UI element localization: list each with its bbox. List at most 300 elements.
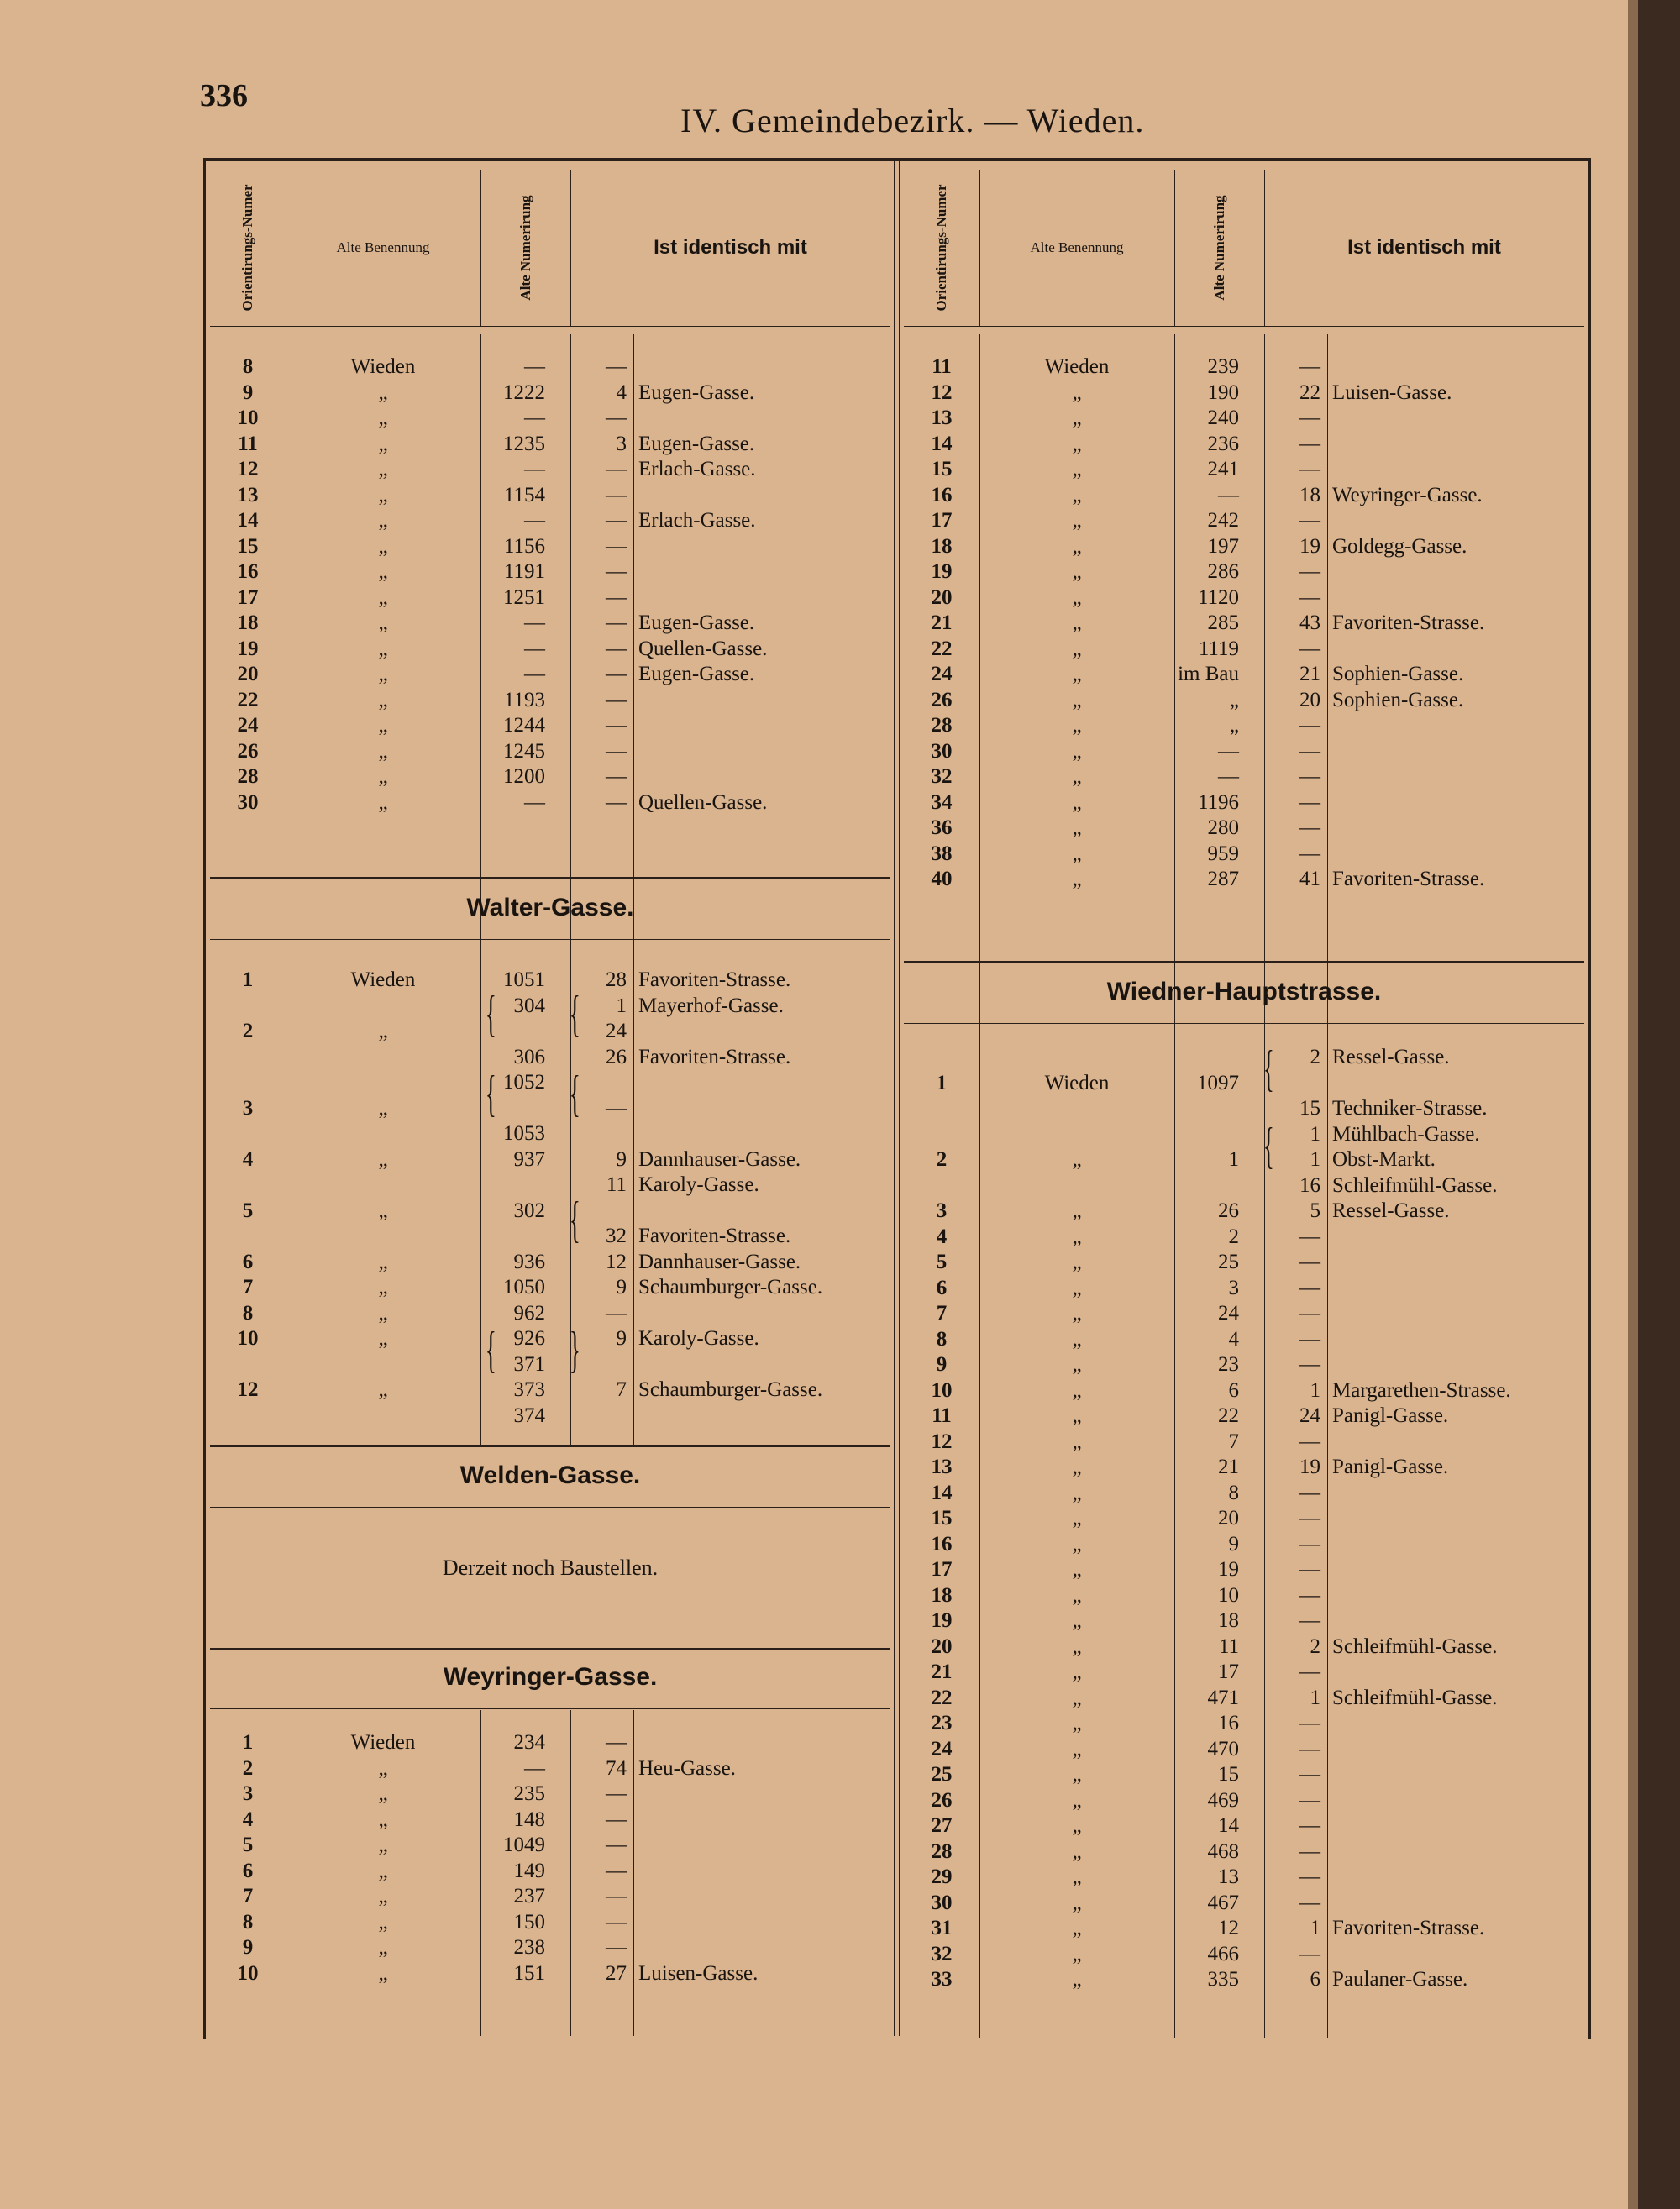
cell-nr: 20 xyxy=(1218,1507,1239,1530)
cell-nr: 1097 xyxy=(1197,1071,1239,1094)
table-row xyxy=(210,585,890,611)
cell-num: 3 xyxy=(242,1782,254,1805)
cell-ben: „ xyxy=(378,1147,388,1171)
cell-num: 24 xyxy=(237,714,259,737)
book-spine xyxy=(1638,0,1680,2209)
table-row xyxy=(210,764,890,790)
cell-ben: „ xyxy=(378,585,388,609)
cell-nr: 286 xyxy=(1207,560,1239,583)
cell-nr: — xyxy=(524,509,545,532)
cell-ben: „ xyxy=(378,1756,388,1780)
cell-num: 15 xyxy=(237,534,259,558)
table-row xyxy=(904,1327,1584,1353)
table-row xyxy=(904,534,1584,560)
cell-nr: 11 xyxy=(1218,1634,1239,1658)
table-row xyxy=(904,457,1584,483)
cell-nr: 1191 xyxy=(503,560,545,583)
cell-num: 1 xyxy=(242,968,254,991)
cell-num: 16 xyxy=(237,560,259,583)
rule xyxy=(210,939,890,940)
table-row xyxy=(904,1430,1584,1456)
table-row xyxy=(904,406,1584,432)
cell-num: 19 xyxy=(237,637,259,660)
cell-ben: Wieden xyxy=(1044,355,1110,378)
cell-nr: 467 xyxy=(1207,1891,1239,1914)
cell-nr: 1251 xyxy=(503,585,545,609)
table-row xyxy=(210,483,890,509)
cell-n2: 24 xyxy=(1299,1404,1320,1427)
cell-txt: Schleifmühl-Gasse. xyxy=(1332,1173,1498,1197)
cell-nr: 14 xyxy=(1218,1814,1239,1837)
brace-mark: { xyxy=(485,986,496,1042)
table-row xyxy=(210,1121,890,1147)
cell-nr: 18 xyxy=(1218,1609,1239,1632)
cell-n2: 24 xyxy=(606,1020,627,1042)
cell-num: 15 xyxy=(931,458,953,480)
cell-ben: „ xyxy=(1072,637,1082,660)
cell-n2: 1 xyxy=(616,994,627,1017)
cell-nr: 10 xyxy=(1218,1583,1239,1607)
cell-n2: — xyxy=(606,585,627,609)
brace-mark: { xyxy=(569,1192,580,1247)
cell-nr: 1154 xyxy=(503,483,545,506)
table-row xyxy=(904,1660,1584,1686)
cell-ben: „ xyxy=(378,688,388,711)
cell-txt: Favoriten-Strasse. xyxy=(1332,868,1485,890)
cell-n2: 9 xyxy=(616,1327,627,1350)
table-row xyxy=(210,508,890,534)
cell-nr: 236 xyxy=(1207,432,1239,455)
cell-ben: „ xyxy=(378,1834,388,1856)
cell-num: 25 xyxy=(931,1763,953,1786)
cell-num: 11 xyxy=(932,355,952,378)
cell-n2: — xyxy=(606,355,627,378)
cell-nr: 1200 xyxy=(503,765,545,788)
cell-ben: „ xyxy=(1072,1712,1082,1734)
cell-nr: 306 xyxy=(513,1045,545,1068)
cell-nr: 148 xyxy=(513,1808,545,1831)
cell-txt: Favoriten-Strasse. xyxy=(638,968,791,991)
cell-num: 24 xyxy=(931,1737,953,1760)
left-column xyxy=(210,161,890,2036)
cell-txt: Erlach-Gasse. xyxy=(638,509,756,532)
cell-nr: im Bau xyxy=(1178,663,1239,685)
table-row xyxy=(904,1608,1584,1634)
cell-n2: — xyxy=(606,637,627,660)
header-alte-benennung: Alte Benennung xyxy=(286,170,481,326)
cell-ben: Wieden xyxy=(350,355,416,378)
cell-num: 14 xyxy=(931,1481,953,1504)
cell-nr: 959 xyxy=(1207,842,1239,865)
cell-ben: „ xyxy=(1072,1456,1082,1478)
cell-ben: „ xyxy=(1072,407,1082,429)
cell-txt: Favoriten-Strasse. xyxy=(638,1225,791,1247)
cell-ben: „ xyxy=(378,790,388,814)
table-header-right xyxy=(904,170,1584,328)
cell-nr: 936 xyxy=(513,1250,545,1273)
brace-mark: { xyxy=(485,1322,496,1377)
cell-ben: „ xyxy=(378,1096,388,1120)
cell-txt: Erlach-Gasse. xyxy=(638,458,756,480)
cell-txt: Paulaner-Gasse. xyxy=(1332,1968,1468,1991)
table-row xyxy=(904,1352,1584,1378)
cell-ben: „ xyxy=(1072,1148,1082,1171)
cell-ben: „ xyxy=(1072,1199,1082,1222)
cell-n2: — xyxy=(606,1834,627,1856)
table-row xyxy=(210,1199,890,1225)
cell-n2: — xyxy=(606,663,627,685)
cell-txt: Favoriten-Strasse. xyxy=(638,1045,791,1068)
table-row xyxy=(210,406,890,432)
cell-n2: 16 xyxy=(1299,1173,1320,1197)
cell-txt: Schaumburger-Gasse. xyxy=(638,1378,823,1401)
cell-ben: „ xyxy=(378,380,388,404)
cell-num: 19 xyxy=(931,1609,953,1632)
cell-nr: 12 xyxy=(1218,1917,1239,1939)
cell-nr: 470 xyxy=(1207,1737,1239,1760)
cell-n2: 28 xyxy=(606,968,627,991)
cell-n2: — xyxy=(606,534,627,558)
cell-num: 18 xyxy=(931,1583,953,1607)
cell-txt: Favoriten-Strasse. xyxy=(1332,1917,1485,1939)
cell-num: 11 xyxy=(932,1404,952,1427)
cell-n2: — xyxy=(606,483,627,506)
table-row xyxy=(210,1019,890,1045)
cell-num: 29 xyxy=(931,1865,953,1888)
cell-n2: — xyxy=(1299,1558,1320,1581)
cell-txt: Eugen-Gasse. xyxy=(638,432,755,455)
cell-nr: 1120 xyxy=(1197,585,1239,609)
cell-n2: — xyxy=(1299,842,1320,865)
brace-mark: { xyxy=(1263,1041,1274,1096)
cell-num: 14 xyxy=(931,432,953,455)
rule xyxy=(210,1445,890,1447)
table-row xyxy=(210,1756,890,1782)
cell-ben: „ xyxy=(1072,1583,1082,1607)
cell-num: 19 xyxy=(931,560,953,583)
table-row xyxy=(904,1865,1584,1891)
header-orient: Orientirungs-Numer xyxy=(210,170,286,326)
cell-n2: — xyxy=(606,1910,627,1934)
table-row xyxy=(210,1377,890,1404)
cell-n2: — xyxy=(1299,432,1320,455)
cell-nr: 3 xyxy=(1228,1276,1239,1299)
cell-n2: — xyxy=(1299,1839,1320,1863)
cell-nr: 8 xyxy=(1228,1481,1239,1504)
table-row xyxy=(210,380,890,407)
cell-ben: „ xyxy=(1072,560,1082,583)
table-row xyxy=(904,713,1584,739)
table-row xyxy=(904,611,1584,637)
cell-n2: 20 xyxy=(1299,688,1320,711)
cell-txt: Margarethen-Strasse. xyxy=(1332,1378,1511,1402)
cell-ben: „ xyxy=(1072,1302,1082,1325)
cell-num: 10 xyxy=(237,1327,259,1350)
cell-n2: — xyxy=(606,1782,627,1805)
cell-nr: 962 xyxy=(513,1301,545,1325)
cell-nr: 471 xyxy=(1207,1686,1239,1709)
cell-ben: „ xyxy=(1072,1968,1082,1991)
cell-num: 17 xyxy=(931,1558,953,1581)
rule xyxy=(904,1023,1584,1024)
cell-n2: — xyxy=(606,560,627,583)
cell-n2: 1 xyxy=(1310,1148,1320,1171)
table-header-left xyxy=(210,170,890,328)
table-row xyxy=(904,508,1584,534)
cell-num: 32 xyxy=(931,765,953,788)
cell-n2: — xyxy=(1299,1763,1320,1786)
table-row xyxy=(904,637,1584,663)
section-title: Wiedner-Hauptstrasse. xyxy=(1106,978,1382,1005)
cell-n2: — xyxy=(1299,1865,1320,1888)
rule xyxy=(904,961,1584,963)
cell-nr: 235 xyxy=(513,1782,545,1805)
cell-n2: — xyxy=(606,1808,627,1831)
cell-num: 28 xyxy=(931,714,953,737)
cell-num: 5 xyxy=(242,1199,254,1222)
table-row xyxy=(210,1781,890,1808)
cell-nr: 926 xyxy=(513,1327,545,1350)
cell-n2: 43 xyxy=(1299,611,1320,634)
cell-nr: 15 xyxy=(1218,1763,1239,1786)
table-row xyxy=(904,354,1584,380)
cell-num: 22 xyxy=(931,637,953,660)
cell-num: 20 xyxy=(931,585,953,609)
table-row xyxy=(210,713,890,739)
cell-nr: 17 xyxy=(1218,1661,1239,1683)
cell-num: 11 xyxy=(238,432,258,455)
cell-num: 7 xyxy=(242,1885,254,1907)
cell-nr: 285 xyxy=(1207,611,1239,634)
cell-nr: 304 xyxy=(513,994,545,1017)
cell-n2: 32 xyxy=(606,1225,627,1247)
cell-nr: 1051 xyxy=(503,968,545,991)
cell-num: 13 xyxy=(931,407,953,429)
cell-n2: — xyxy=(1299,739,1320,763)
cell-nr: — xyxy=(524,458,545,480)
cell-nr: 466 xyxy=(1207,1942,1239,1965)
brace-mark: } xyxy=(569,1322,580,1377)
table-row xyxy=(904,842,1584,868)
cell-nr: 242 xyxy=(1207,509,1239,532)
rule xyxy=(210,877,890,879)
rule xyxy=(210,1708,890,1709)
cell-ben: „ xyxy=(1072,432,1082,455)
cell-num: 28 xyxy=(237,765,259,788)
table-row xyxy=(210,1147,890,1173)
cell-nr: 302 xyxy=(513,1199,545,1222)
cell-ben: „ xyxy=(378,1378,388,1401)
cell-num: 8 xyxy=(242,1301,254,1325)
cell-num: 7 xyxy=(936,1302,948,1325)
cell-num: 10 xyxy=(931,1378,953,1402)
cell-num: 8 xyxy=(242,355,254,378)
cell-num: 40 xyxy=(931,868,953,890)
cell-txt: Heu-Gasse. xyxy=(638,1756,736,1780)
cell-txt: Quellen-Gasse. xyxy=(638,790,768,814)
cell-nr: 234 xyxy=(513,1731,545,1754)
cell-ben: „ xyxy=(1072,1378,1082,1402)
cell-num: 10 xyxy=(237,1961,259,1985)
cell-ben: „ xyxy=(1072,663,1082,685)
cell-nr: 1 xyxy=(1228,1148,1239,1171)
cell-ben: „ xyxy=(378,560,388,583)
cell-ben: „ xyxy=(1072,1481,1082,1504)
header-alte-numerirung: Alte Numerirung xyxy=(480,170,571,326)
cell-num: 22 xyxy=(237,688,259,711)
cell-n2: — xyxy=(1299,1814,1320,1837)
cell-num: 15 xyxy=(931,1507,953,1530)
cell-nr: 22 xyxy=(1218,1404,1239,1427)
header-alte-benennung: Alte Benennung xyxy=(979,170,1175,326)
cell-num: 7 xyxy=(242,1276,254,1299)
section-title: Welden-Gasse. xyxy=(459,1461,641,1489)
table-row xyxy=(210,457,890,483)
cell-num: 2 xyxy=(242,1756,254,1780)
cell-ben: „ xyxy=(1072,483,1082,506)
cell-n2: — xyxy=(1299,407,1320,429)
cell-ben: „ xyxy=(1072,1404,1082,1427)
cell-nr: 2 xyxy=(1228,1225,1239,1248)
cell-n2: — xyxy=(606,714,627,737)
brace-mark: { xyxy=(1263,1118,1274,1173)
cell-ben: „ xyxy=(1072,688,1082,711)
cell-txt: Eugen-Gasse. xyxy=(638,380,755,404)
cell-nr: 1196 xyxy=(1197,790,1239,814)
cell-ben: „ xyxy=(378,1859,388,1882)
cell-txt: Techniker-Strasse. xyxy=(1332,1097,1488,1120)
cell-nr: 4 xyxy=(1228,1327,1239,1351)
cell-nr: 6 xyxy=(1228,1378,1239,1402)
cell-num: 21 xyxy=(931,611,953,634)
table-row xyxy=(210,1808,890,1834)
table-row xyxy=(904,1839,1584,1865)
cell-ben: „ xyxy=(1072,816,1082,839)
cell-num: 1 xyxy=(936,1071,948,1094)
cell-n2: 7 xyxy=(616,1378,627,1401)
cell-n2: 9 xyxy=(616,1276,627,1299)
cell-txt: Goldegg-Gasse. xyxy=(1332,534,1467,558)
cell-nr: — xyxy=(1218,483,1239,506)
cell-nr: 9 xyxy=(1228,1532,1239,1556)
cell-n2: — xyxy=(606,739,627,763)
cell-ben: Wieden xyxy=(1044,1071,1110,1094)
table-row xyxy=(210,662,890,688)
cell-num: 30 xyxy=(931,1891,953,1914)
table-row xyxy=(210,1730,890,1756)
cell-ben: „ xyxy=(378,534,388,558)
table-row xyxy=(904,1813,1584,1839)
cell-num: 16 xyxy=(931,1532,953,1556)
cell-nr: 335 xyxy=(1207,1968,1239,1991)
table-row xyxy=(210,1070,890,1096)
cell-num: 22 xyxy=(931,1686,953,1709)
cell-ben: Wieden xyxy=(350,1731,416,1754)
table-row xyxy=(210,432,890,458)
cell-nr: — xyxy=(1218,739,1239,763)
cell-num: 3 xyxy=(936,1199,948,1222)
cell-nr: 149 xyxy=(513,1859,545,1882)
cell-nr: 1156 xyxy=(503,534,545,558)
header-identisch: Ist identisch mit xyxy=(1347,236,1501,259)
cell-n2: 1 xyxy=(1310,1122,1320,1146)
cell-n2: 19 xyxy=(1299,534,1320,558)
cell-num: 9 xyxy=(936,1353,948,1376)
cell-nr: — xyxy=(524,790,545,814)
cell-n2: 11 xyxy=(606,1173,627,1196)
cell-txt: Luisen-Gasse. xyxy=(1332,380,1452,404)
cell-nr: 469 xyxy=(1207,1788,1239,1812)
table-row xyxy=(904,1557,1584,1583)
cell-n2: — xyxy=(1299,1532,1320,1556)
cell-nr: 151 xyxy=(513,1961,545,1985)
brace-mark: { xyxy=(569,1066,580,1121)
cell-num: 5 xyxy=(242,1834,254,1856)
cell-ben: „ xyxy=(1072,1942,1082,1965)
header-identisch: Ist identisch mit xyxy=(654,236,807,259)
table-row xyxy=(904,739,1584,765)
cell-ben: „ xyxy=(378,1936,388,1959)
cell-ben: „ xyxy=(1072,611,1082,634)
cell-num: 26 xyxy=(931,1788,953,1812)
cell-num: 16 xyxy=(931,483,953,506)
cell-ben: „ xyxy=(378,1885,388,1907)
cell-nr: 287 xyxy=(1207,868,1239,890)
cell-nr: — xyxy=(524,355,545,378)
cell-num: 20 xyxy=(931,1634,953,1658)
cell-n2: 12 xyxy=(606,1250,627,1273)
cell-n2: 2 xyxy=(1310,1046,1320,1068)
table-row xyxy=(904,585,1584,611)
cell-nr: 1053 xyxy=(503,1122,545,1145)
table-row xyxy=(904,1532,1584,1558)
cell-txt: Karoly-Gasse. xyxy=(638,1173,759,1196)
cell-n2: — xyxy=(1299,765,1320,788)
cell-num: 12 xyxy=(237,1378,259,1401)
cell-n2: — xyxy=(1299,1661,1320,1683)
cell-num: 1 xyxy=(242,1731,254,1754)
table-row xyxy=(210,1250,890,1276)
cell-num: 23 xyxy=(931,1712,953,1734)
table-row xyxy=(210,994,890,1020)
table-row xyxy=(210,1910,890,1936)
table-row xyxy=(904,867,1584,893)
cell-num: 4 xyxy=(242,1147,254,1171)
cell-n2: 3 xyxy=(616,432,627,455)
cell-nr: 190 xyxy=(1207,380,1239,404)
cell-n2: — xyxy=(1299,1712,1320,1734)
cell-n2: — xyxy=(1299,1302,1320,1325)
cell-num: 36 xyxy=(931,816,953,839)
table-row xyxy=(210,1884,890,1910)
table-row xyxy=(904,1404,1584,1430)
table-row xyxy=(904,1173,1584,1199)
cell-n2: 18 xyxy=(1299,483,1320,506)
table-row xyxy=(904,688,1584,714)
cell-nr: 1052 xyxy=(503,1071,545,1094)
cell-ben: „ xyxy=(378,1276,388,1299)
cell-num: 17 xyxy=(931,509,953,532)
cell-num: 12 xyxy=(237,458,259,480)
cell-num: 6 xyxy=(242,1859,254,1882)
cell-nr: 371 xyxy=(513,1352,545,1376)
table-row xyxy=(904,1481,1584,1507)
table-row xyxy=(904,1583,1584,1609)
cell-ben: „ xyxy=(378,407,388,429)
cell-ben: „ xyxy=(1072,1276,1082,1299)
cell-txt: Panigl-Gasse. xyxy=(1332,1456,1449,1478)
cell-ben: „ xyxy=(1072,1763,1082,1786)
